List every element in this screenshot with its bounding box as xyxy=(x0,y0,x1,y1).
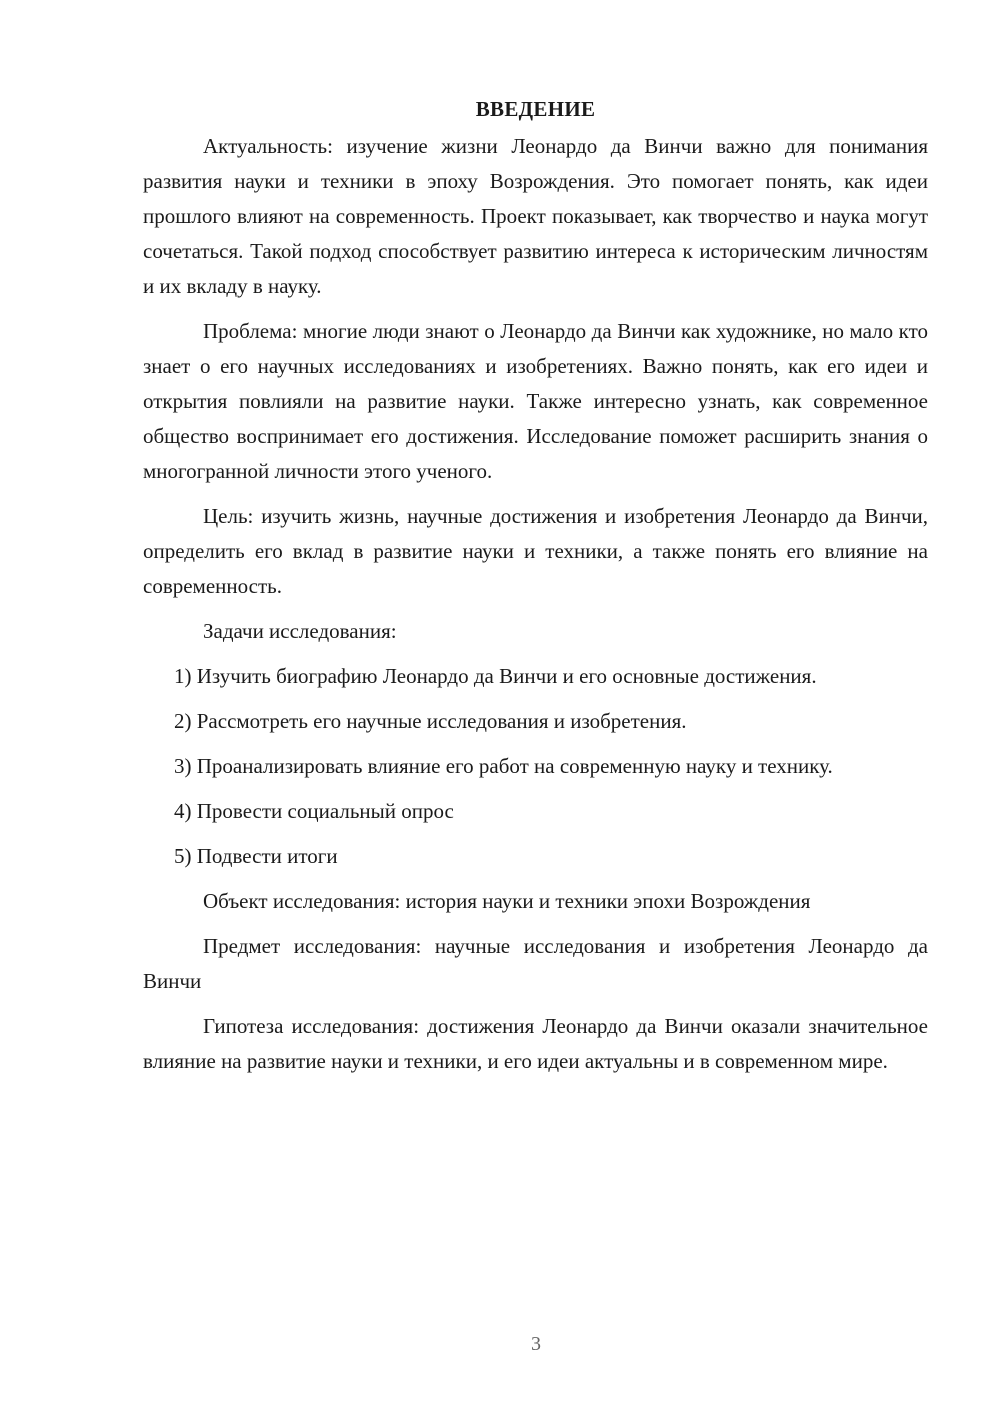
document-page xyxy=(143,92,928,1089)
task-item-4: 4) Провести социальный опрос xyxy=(174,799,454,823)
task-item-2: 2) Рассмотреть его научные исследования и изобретения. xyxy=(174,709,687,733)
tasks-heading: Задачи исследования: xyxy=(203,619,397,643)
goal-paragraph: Цель: изучить жизнь, научные достижения и изобретения Леонардо да Винчи, определить его вклад в развитие науки и техники, а также понять его влияние на современность. xyxy=(143,504,928,598)
hypothesis-paragraph: Гипотеза исследования: достижения Леонардо да Винчи оказали значительное влияние на развитие науки и техники, и его идеи актуальны и в современном мире. xyxy=(143,1014,928,1073)
page-number: 3 xyxy=(531,1333,541,1355)
relevance-paragraph: Актуальность: изучение жизни Леонардо да Винчи важно для понимания развития науки и техники в эпоху Возрождения. Это помогает понять, как идеи прошлого влияют на современность. Проект показывает, как творчество и наука могут сочетаться. Такой подход способствует развитию интереса к историческим личностям и их вкладу в науку. xyxy=(143,134,928,298)
task-item-3: 3) Проанализировать влияние его работ на современную науку и технику. xyxy=(174,754,833,778)
problem-paragraph: Проблема: многие люди знают о Леонардо да Винчи как художнике, но мало кто знает о его научных исследованиях и изобретениях. Важно понять, как его идеи и открытия повлияли на развитие науки. Также интересно узнать, как современное общество воспринимает его достижения. Исследование поможет расширить знания о многогранной личности этого ученого. xyxy=(143,319,928,483)
page-title: ВВЕДЕНИЕ xyxy=(475,97,596,121)
object-paragraph: Объект исследования: история науки и техники эпохи Возрождения xyxy=(203,889,811,913)
task-item-1: 1) Изучить биографию Леонардо да Винчи и его основные достижения. xyxy=(174,664,817,688)
task-item-5: 5) Подвести итоги xyxy=(174,844,338,868)
subject-paragraph: Предмет исследования: научные исследования и изобретения Леонардо да Винчи xyxy=(143,934,928,993)
